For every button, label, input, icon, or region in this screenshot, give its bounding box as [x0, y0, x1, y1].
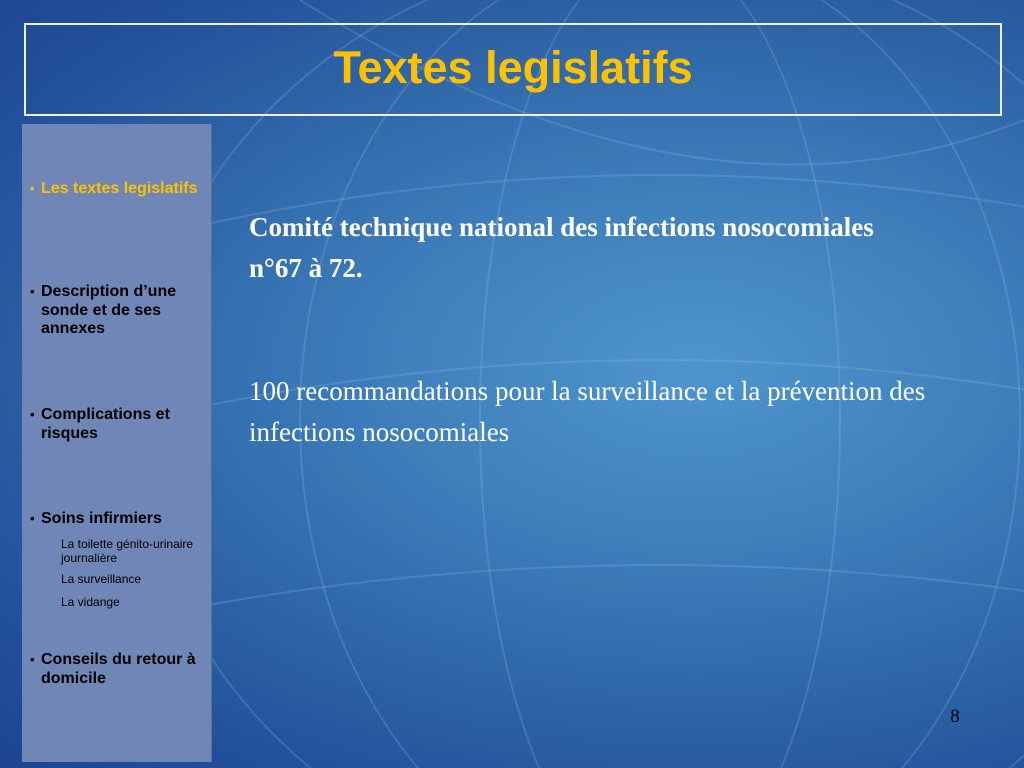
- bullet-icon: •: [30, 652, 35, 667]
- sidebar-item-label: Description d’une sonde et de ses annexes: [41, 283, 177, 337]
- sidebar-subitem-toilette[interactable]: La toilette génito-urinaire journalière: [61, 537, 194, 565]
- slide-title: Textes legislatifs: [333, 41, 693, 93]
- title-box: [24, 23, 1002, 116]
- bullet-icon: •: [30, 511, 35, 526]
- sidebar-item-label: Les textes legislatifs: [41, 180, 198, 197]
- sidebar-item-description[interactable]: [30, 283, 206, 339]
- sidebar-item-label: Complications et risques: [41, 406, 170, 442]
- content-heading: Comité technique national des infections nosocomiales n°67 à 72.: [249, 212, 874, 283]
- sidebar-item-textes-legislatifs[interactable]: [30, 180, 206, 199]
- sidebar-item-conseils[interactable]: [30, 651, 206, 688]
- sidebar-item-soins-infirmiers[interactable]: [30, 510, 206, 529]
- sidebar-subitem-vidange[interactable]: La vidange: [61, 595, 120, 609]
- sidebar-item-complications[interactable]: [30, 406, 206, 443]
- sidebar-nav: [22, 124, 212, 762]
- bullet-icon: •: [30, 181, 35, 196]
- page-number: 8: [950, 706, 960, 727]
- sidebar-subitem-surveillance[interactable]: La surveillance: [61, 572, 142, 586]
- content-body: 100 recommandations pour la surveillance et la prévention des infections nosocomiales: [249, 376, 926, 447]
- bullet-icon: •: [30, 407, 35, 422]
- sidebar-item-label: Conseils du retour à domicile: [41, 651, 196, 687]
- bullet-icon: •: [30, 284, 35, 299]
- sidebar-item-label: Soins infirmiers: [41, 510, 162, 527]
